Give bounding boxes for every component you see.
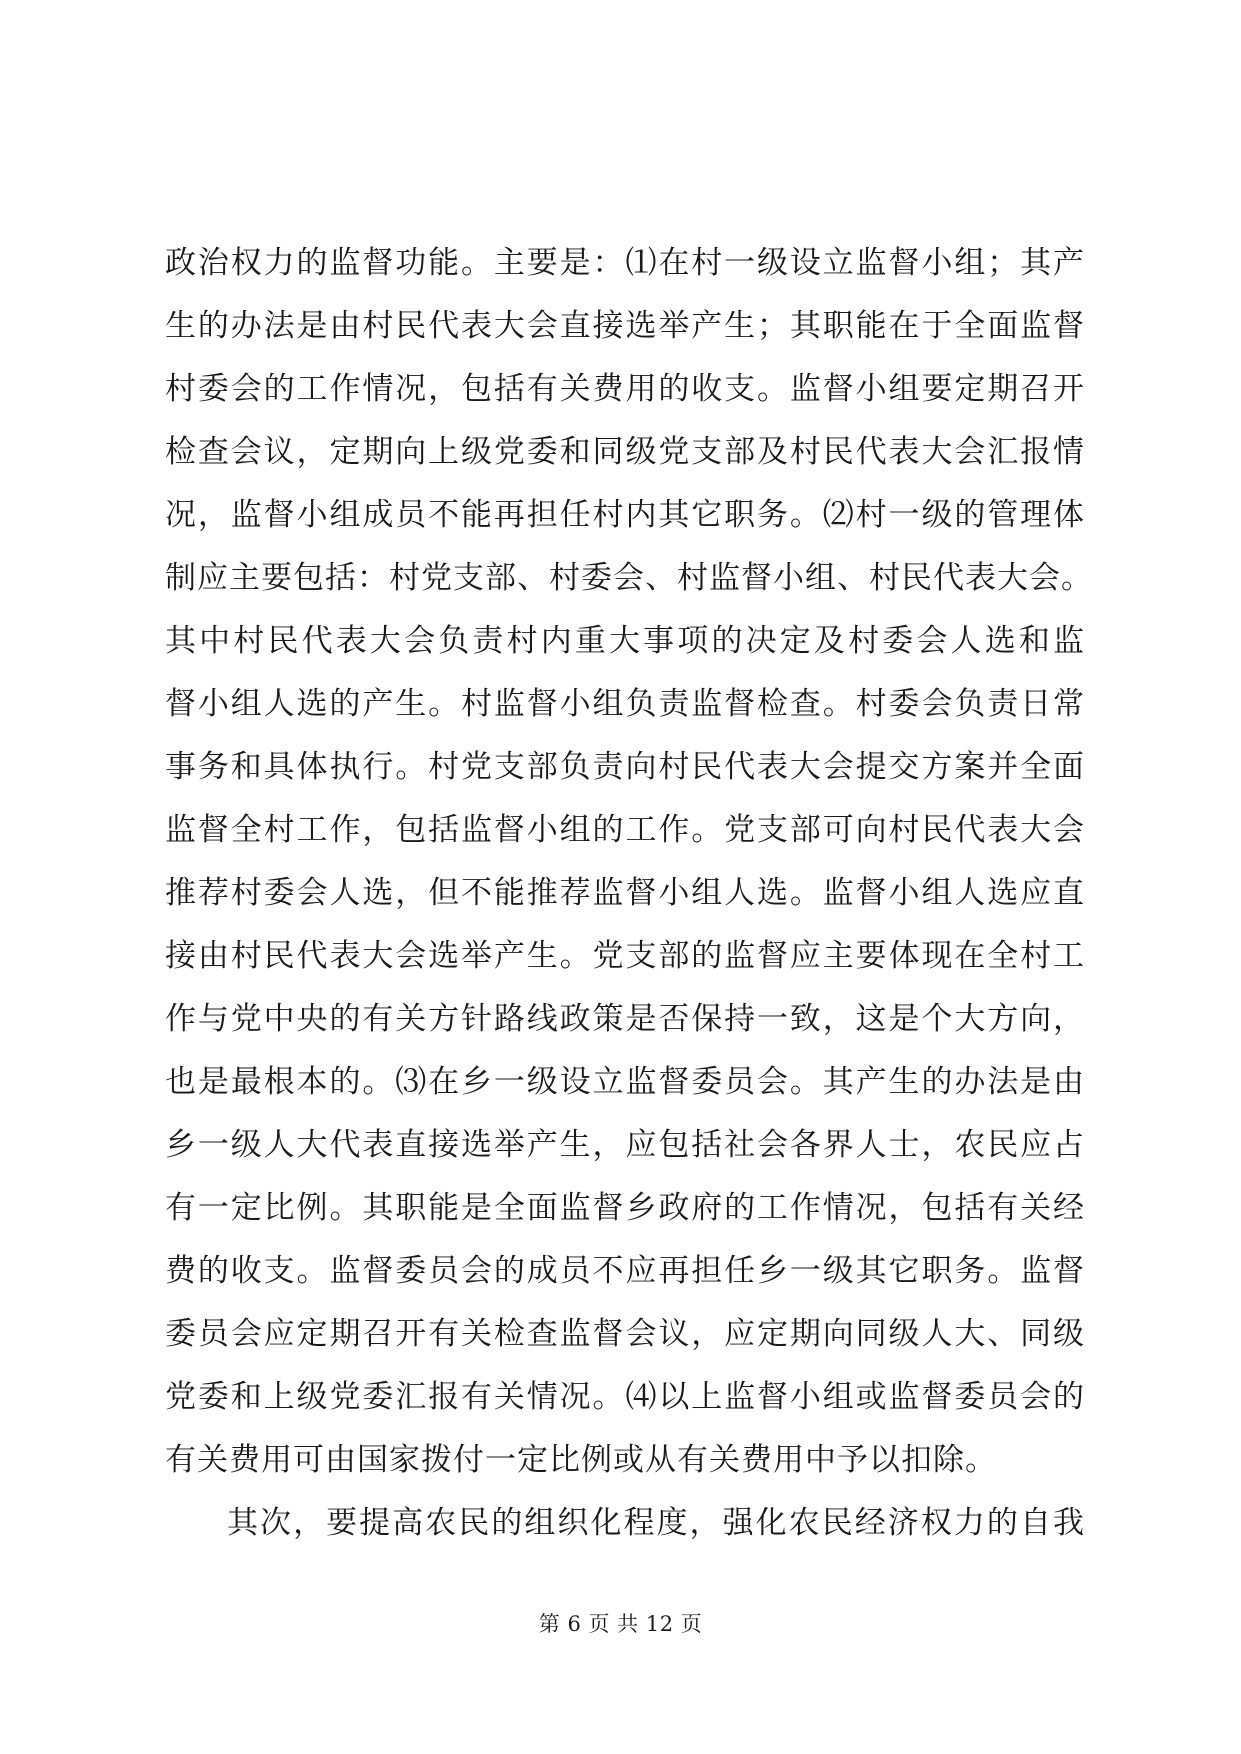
text-line: 费的收支。监督委员会的成员不应再担任乡一级其它职务。监督 bbox=[165, 1253, 1085, 1289]
text-line: 事务和具体执行。村党支部负责向村民代表大会提交方案并全面 bbox=[165, 749, 1085, 785]
text-line: 督小组人选的产生。村监督小组负责监督检查。村委会负责日常 bbox=[165, 686, 1085, 722]
paragraph-1 bbox=[165, 232, 1093, 1492]
text-line: 委员会应定期召开有关检查监督会议，应定期向同级人大、同级 bbox=[165, 1316, 1085, 1352]
text-line: 作与党中央的有关方针路线政策是否保持一致，这是个大方向， bbox=[165, 1001, 1085, 1037]
text-line: 乡一级人大代表直接选举产生，应包括社会各界人士，农民应占 bbox=[165, 1127, 1085, 1163]
page-number-footer: 第 6 页 共 12 页 bbox=[538, 1612, 703, 1636]
paragraph-2 bbox=[165, 1492, 1085, 1555]
text-line: 也是最根本的。⑶在乡一级设立监督委员会。其产生的办法是由 bbox=[165, 1064, 1085, 1100]
text-line: 其次，要提高农民的组织化程度，强化农民经济权力的自我 bbox=[227, 1505, 1085, 1541]
text-line: 有一定比例。其职能是全面监督乡政府的工作情况，包括有关经 bbox=[165, 1190, 1085, 1226]
text-line: 况，监督小组成员不能再担任村内其它职务。⑵村一级的管理体 bbox=[165, 497, 1085, 533]
text-line: 其中村民代表大会负责村内重大事项的决定及村委会人选和监 bbox=[165, 623, 1085, 659]
document-body bbox=[165, 232, 1093, 1555]
text-line: 检查会议，定期向上级党委和同级党支部及村民代表大会汇报情 bbox=[165, 434, 1085, 470]
text-line: 村委会的工作情况，包括有关费用的收支。监督小组要定期召开 bbox=[165, 371, 1085, 407]
text-line: 监督全村工作，包括监督小组的工作。党支部可向村民代表大会 bbox=[165, 812, 1085, 848]
text-line: 党委和上级党委汇报有关情况。⑷以上监督小组或监督委员会的 bbox=[165, 1379, 1085, 1415]
text-line: 制应主要包括：村党支部、村委会、村监督小组、村民代表大会。 bbox=[165, 560, 1093, 596]
text-line: 生的办法是由村民代表大会直接选举产生；其职能在于全面监督 bbox=[165, 308, 1085, 344]
text-line: 政治权力的监督功能。主要是：⑴在村一级设立监督小组；其产 bbox=[165, 245, 1085, 281]
text-line: 有关费用可由国家拨付一定比例或从有关费用中予以扣除。 bbox=[165, 1442, 997, 1478]
text-line: 推荐村委会人选，但不能推荐监督小组人选。监督小组人选应直 bbox=[165, 875, 1085, 911]
text-line: 接由村民代表大会选举产生。党支部的监督应主要体现在全村工 bbox=[165, 938, 1085, 974]
